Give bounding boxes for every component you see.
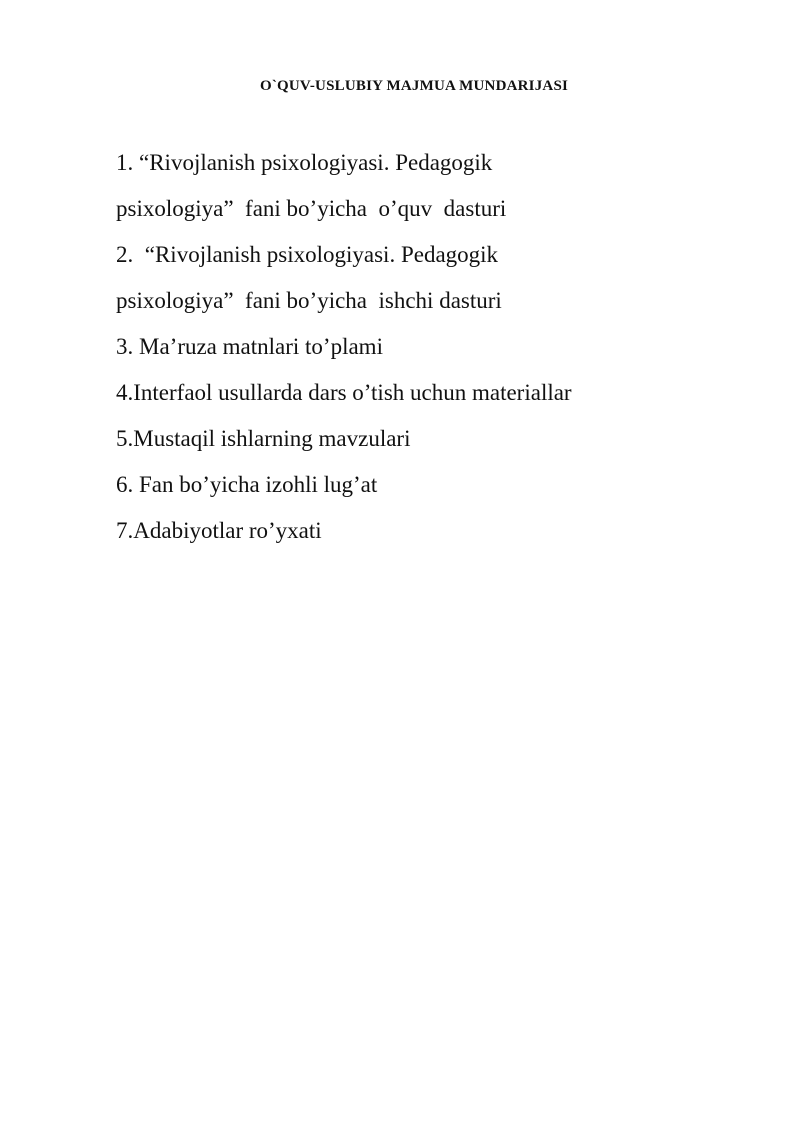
toc-item-2-line-1: 2. “Rivojlanish psixologiyasi. Pedagogik bbox=[116, 242, 499, 267]
toc-item-1-line-1: 1. “Rivojlanish psixologiyasi. Pedagogik bbox=[116, 150, 493, 175]
toc-item-2-line-2: psixologiya” fani bo’yicha ishchi dasturi bbox=[116, 288, 502, 313]
toc-item-5: 5.Mustaqil ishlarning mavzulari bbox=[116, 426, 411, 451]
toc-item-6: 6. Fan bo’yicha izohli lug’at bbox=[116, 472, 378, 497]
toc-item-1-line-2: psixologiya” fani bo’yicha o’quv dasturi bbox=[116, 196, 507, 221]
toc-item-4: 4.Interfaol usullarda dars o’tish uchun materiallar bbox=[116, 380, 572, 405]
document-title: O`QUV-USLUBIY MAJMUA MUNDARIJASI bbox=[259, 78, 569, 94]
toc-item-3: 3. Ma’ruza matnlari to’plami bbox=[116, 334, 383, 359]
table-of-contents bbox=[116, 140, 736, 554]
toc-item-7: 7.Adabiyotlar ro’yxati bbox=[116, 518, 322, 543]
